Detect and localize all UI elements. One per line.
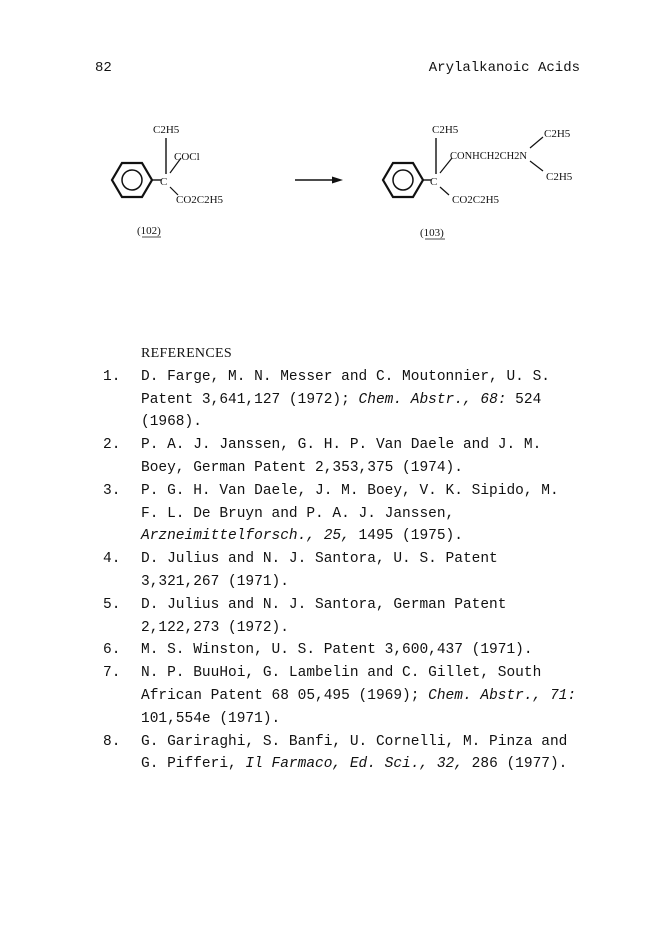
compound-label-102: (102) (137, 225, 161, 237)
reference-number: 2. (103, 437, 121, 454)
compound-103 (383, 124, 573, 239)
references-list (103, 366, 583, 776)
reference-text (141, 366, 583, 434)
reference-segment: N. P. BuuHoi, G. Lambelin and C. Gillet, South African Patent 68 05,495 (1969); (141, 665, 542, 704)
reference-segment: 101,554e (1971). (141, 710, 281, 727)
aromatic-circle-103 (393, 170, 413, 190)
reference-number: 8. (103, 733, 121, 750)
reference-item (103, 731, 583, 777)
references-section (103, 343, 583, 776)
page-number: 82 (95, 60, 112, 76)
reference-text (141, 548, 583, 594)
substituent-bottom-103: CO2C2H5 (452, 194, 500, 206)
reference-segment: 524 (1968). (141, 391, 542, 431)
amine-bond-top (530, 137, 543, 148)
reference-item (103, 662, 583, 730)
benzene-ring-103 (383, 163, 423, 197)
reference-item (103, 366, 583, 434)
reference-journal: Chem. Abstr., 68: (358, 391, 507, 408)
reference-number: 5. (103, 596, 121, 613)
reference-journal: Il Farmaco, Ed. Sci., 32, (245, 756, 463, 773)
reference-number: 6. (103, 642, 121, 659)
reaction-scheme (0, 110, 650, 270)
reference-text (141, 639, 583, 662)
reference-number: 3. (103, 482, 121, 499)
compound-102 (112, 124, 224, 237)
reference-segment: D. Farge, M. N. Messer and C. Moutonnier, U. S. Patent 3,641,127 (1972); (141, 368, 550, 408)
reference-segment: 1495 (1975). (349, 528, 463, 545)
reference-item (103, 434, 583, 480)
reference-text (141, 480, 583, 548)
center-atom-103: C (430, 176, 438, 188)
reference-segment: D. Julius and N. J. Santora, German Patent 2,122,273 (1972). (141, 596, 507, 636)
reference-journal: Chem. Abstr., 71: (428, 687, 577, 704)
compound-label-103: (103) (420, 227, 444, 239)
reference-item (103, 639, 583, 662)
bond-bottom-103 (440, 187, 449, 195)
reference-text (141, 434, 583, 480)
reference-item (103, 548, 583, 594)
substituent-top-103: C2H5 (432, 124, 459, 136)
reference-number: 4. (103, 551, 121, 568)
reaction-arrow (295, 177, 343, 184)
amine-bond-bottom (530, 161, 543, 171)
aromatic-circle-102 (122, 170, 142, 190)
reference-text (141, 731, 583, 777)
substituent-bottom-102: CO2C2H5 (176, 194, 224, 206)
reference-number: 1. (103, 368, 121, 385)
reference-text (141, 594, 583, 640)
reference-segment: M. S. Winston, U. S. Patent 3,600,437 (1971). (141, 642, 533, 659)
substituent-chain-103: CONHCH2CH2N (450, 151, 528, 162)
reference-journal: Arzneimittelforsch., 25, (141, 528, 350, 545)
substituent-top-102: C2H5 (153, 124, 180, 136)
center-atom-102: C (160, 176, 168, 188)
reference-text (141, 662, 583, 730)
amine-ethyl-bottom: C2H5 (546, 171, 573, 183)
substituent-right-102: COCl (174, 151, 200, 163)
reference-segment: G. Gariraghi, S. Banfi, U. Cornelli, M. Pinza and G. Pifferi, (141, 733, 568, 773)
reference-segment: D. Julius and N. J. Santora, U. S. Patent 3,321,267 (1971). (141, 551, 498, 590)
reference-segment: P. A. J. Janssen, G. H. P. Van Daele and J. M. Boey, German Patent 2,353,375 (1974). (141, 437, 542, 476)
reference-item (103, 594, 583, 640)
benzene-ring-102 (112, 163, 152, 197)
references-heading: REFERENCES (141, 346, 232, 361)
reference-number: 7. (103, 665, 121, 682)
reference-segment: 286 (1977). (462, 756, 568, 773)
reference-item (103, 480, 583, 548)
reference-segment: P. G. H. Van Daele, J. M. Boey, V. K. Sipido, M. F. L. De Bruyn and P. A. J. Janssen, (141, 482, 559, 522)
amine-ethyl-top: C2H5 (544, 128, 571, 140)
running-title: Arylalkanoic Acids (428, 60, 580, 76)
